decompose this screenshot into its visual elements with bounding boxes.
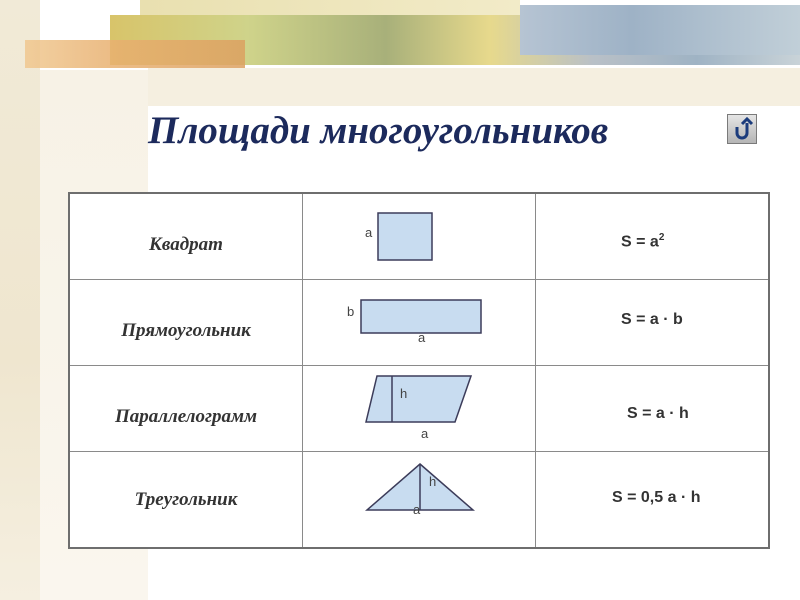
formula-cell [536,366,768,451]
triangle-figure [365,462,477,514]
formula-cell [536,280,768,365]
table-row-triangle [70,452,768,547]
area-formula: S = 0,5 a · h [612,489,701,506]
area-formula: S = a · h [627,405,689,422]
name-cell [70,366,303,451]
name-cell [70,280,303,365]
base-label: a [421,426,429,441]
side-label: a [365,225,373,240]
shape-name: Параллелограмм [114,406,258,427]
name-cell [70,194,303,279]
page-title: Площади многоугольников [148,109,609,152]
table-row-square [70,194,768,280]
square-figure [377,212,437,262]
formula-cell [536,194,768,279]
decorative-banner-right [520,5,800,55]
shape-name: Треугольник [134,489,238,510]
figure-cell [303,452,536,547]
height-label: h [429,474,437,489]
side-a-label: a [418,330,426,345]
areas-table [68,192,770,549]
name-cell [70,452,303,547]
decorative-banner-left [25,40,245,68]
height-label: h [400,386,408,401]
decorative-left-strip [0,0,40,600]
return-arrow-icon [728,115,756,143]
base-label: a [413,502,421,517]
area-formula [621,232,664,251]
formula-text: S = a [621,233,659,251]
figure-cell [303,280,536,365]
area-formula: S = a · b [621,311,683,328]
figure-cell [303,366,536,451]
side-b-label: b [347,304,355,319]
table-row-rectangle [70,280,768,366]
shape-name: Квадрат [149,234,223,255]
return-button[interactable] [727,114,757,144]
formula-exponent: 2 [658,232,665,243]
figure-cell [303,194,536,279]
formula-cell [536,452,768,547]
parallelogram-figure [365,374,475,426]
decorative-title-bar [148,68,800,106]
shape-name: Прямоугольник [121,320,251,341]
table-row-parallelogram [70,366,768,452]
